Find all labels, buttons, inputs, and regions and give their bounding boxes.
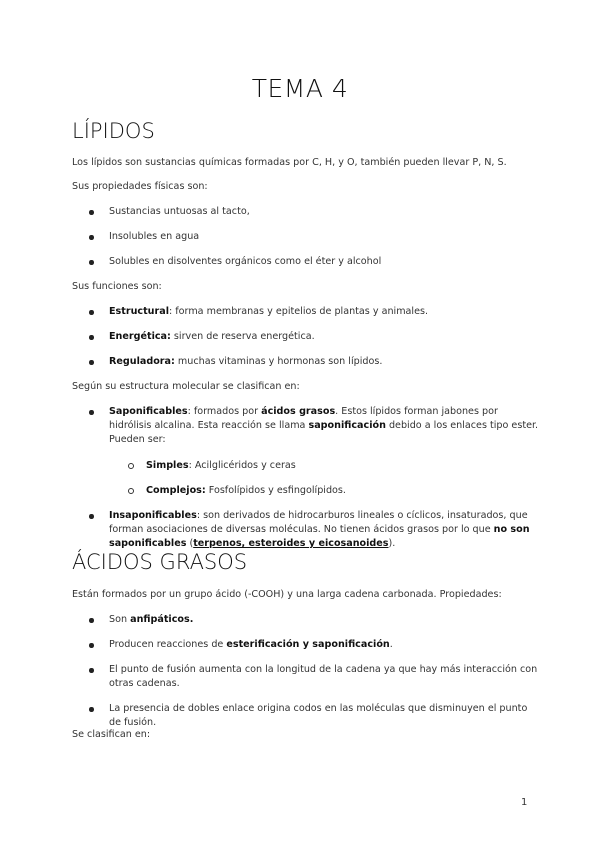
acidos-intro: Están formados por un grupo ácido (-COOH) y una larga cadena carbonada. Propiedades:: [72, 589, 502, 600]
list-item: Sustancias untuosas al tacto,: [72, 205, 542, 219]
sub-list: [109, 459, 542, 498]
list-item: Son anfipáticos.: [72, 613, 542, 627]
clasif-label: Según su estructura molecular se clasifican en:: [72, 381, 300, 392]
funcs-list: [72, 305, 542, 380]
page-title: TEMA 4: [251, 74, 349, 103]
func-label: Sus funciones son:: [72, 281, 162, 292]
props-list: [72, 205, 542, 280]
acidos-list: [72, 613, 542, 741]
list-item: Estructural: forma membranas y epitelios de plantas y animales.: [72, 305, 542, 319]
list-item: Solubles en disolventes orgánicos como el éter y alcohol: [72, 255, 542, 269]
list-item: Reguladora: muchas vitaminas y hormonas son lípidos.: [72, 355, 542, 369]
list-item: Insolubles en agua: [72, 230, 542, 244]
list-item: La presencia de dobles enlace origina codos en las moléculas que disminuyen el punto de fusión.: [72, 702, 542, 730]
list-item-saponificables: Saponificables: formados por ácidos grasos. Estos lípidos forman jabones por hidrólisis alcalina. Esta reacción se llama saponificación debido a los enlaces tipo ester. Pueden ser: Simples: Acilglicéridos y ceras Complejos: Fosfolípidos y esfingolípidos.: [72, 405, 542, 498]
lipidos-intro: Los lípidos son sustancias químicas formadas por C, H, y O, también pueden llevar P, N, S.: [72, 157, 507, 168]
list-item: Producen reacciones de esterificación y saponificación.: [72, 638, 542, 652]
list-item-insaponificables: Insaponificables: son derivados de hidrocarburos lineales o cíclicos, insaturados, que forman asociaciones de diversas moléculas. No tienen ácidos grasos por lo que no son saponificables (terpenos, esteroides y eicosanoides).: [72, 509, 542, 551]
props-label: Sus propiedades físicas son:: [72, 181, 208, 192]
page-number: 1: [521, 797, 528, 808]
list-item: El punto de fusión aumenta con la longitud de la cadena ya que hay más interacción con otras cadenas.: [72, 663, 542, 691]
list-item: Energética: sirven de reserva energética.: [72, 330, 542, 344]
list-item: Simples: Acilglicéridos y ceras: [109, 459, 542, 473]
list-item: Complejos: Fosfolípidos y esfingolípidos.: [109, 484, 542, 498]
acidos-clasif-label: Se clasifican en:: [72, 729, 151, 740]
heading-acidos-grasos: ÁCIDOS GRASOS: [72, 550, 248, 574]
heading-lipidos: LÍPIDOS: [72, 119, 155, 143]
clasif-list: [72, 405, 542, 562]
